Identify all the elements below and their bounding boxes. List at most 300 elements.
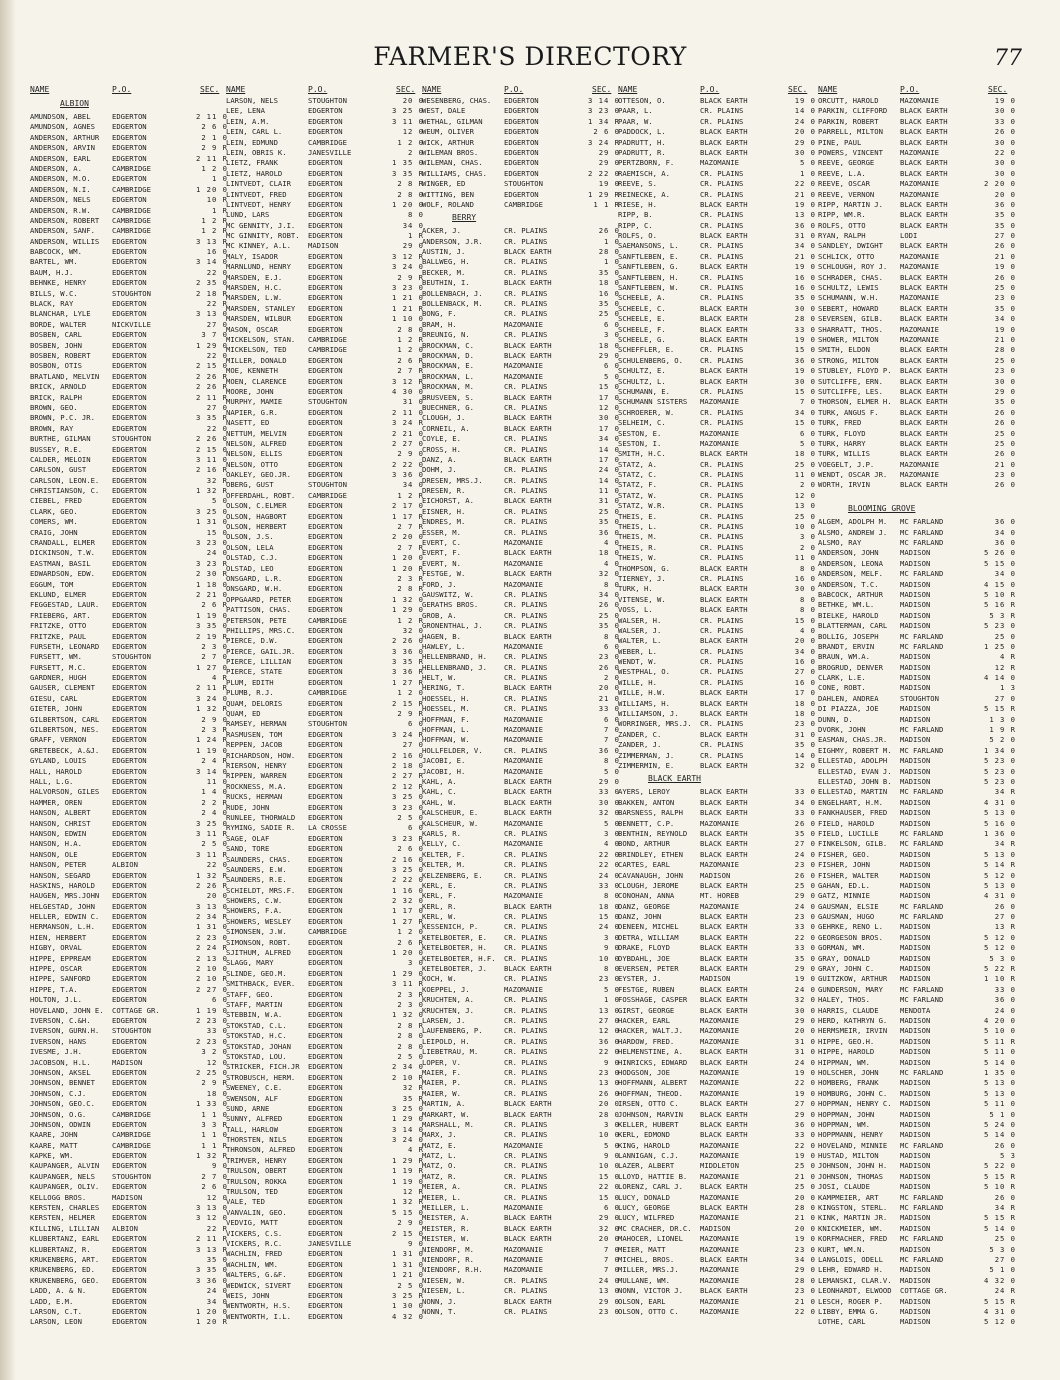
entry-name: GROB, A. bbox=[422, 610, 457, 620]
entry-name: STROBUSCH, HERM. bbox=[226, 1072, 296, 1082]
directory-entry bbox=[818, 449, 1018, 459]
entry-section: 3 35 R bbox=[392, 168, 424, 178]
entry-section: 1 3 0 bbox=[989, 714, 1016, 724]
entry-name: ELLESTAD, ADOLPH bbox=[818, 756, 888, 766]
entry-section: 3 0 bbox=[604, 330, 620, 340]
directory-entry bbox=[818, 470, 1018, 480]
entry-name: SLINDE, GEO.M. bbox=[226, 968, 287, 978]
entry-section: 1 0 bbox=[604, 995, 620, 1005]
entry-section: 34 0 bbox=[402, 480, 424, 490]
entry-section: 5 0 bbox=[604, 818, 620, 828]
directory-entry bbox=[226, 979, 426, 989]
entry-name: ALSMO, ANDREW J. bbox=[818, 527, 888, 537]
directory-entry bbox=[818, 538, 1018, 548]
entry-name: BENNETT, C.P. bbox=[618, 818, 675, 828]
entry-post-office: CR. PLAINS bbox=[700, 646, 744, 656]
entry-post-office: EDGERTON bbox=[308, 1124, 343, 1134]
entry-post-office: CR. PLAINS bbox=[504, 912, 548, 922]
entry-name: MAIER, F. bbox=[422, 1067, 461, 1077]
entry-section: 3 25 0 bbox=[392, 106, 424, 116]
entry-post-office: BLACK EARTH bbox=[700, 334, 748, 344]
entry-section: 2 22 0 bbox=[392, 459, 424, 469]
entry-post-office: MAZOMANIE bbox=[700, 1171, 739, 1181]
entry-name: BOSBEN, CARL bbox=[30, 330, 82, 340]
entry-name: SANFTLEBEN, E. bbox=[618, 251, 679, 261]
entry-name: WENDT, W. bbox=[618, 657, 657, 667]
entry-name: RYMING, SADIE R. bbox=[226, 823, 296, 833]
entry-section: 1 9 R bbox=[989, 725, 1016, 735]
entry-section: 7 0 bbox=[604, 735, 620, 745]
entry-name: HANSON, EDWIN bbox=[30, 828, 87, 838]
entry-section: 36 0 bbox=[598, 1036, 620, 1046]
entry-name: EVERT, F. bbox=[422, 548, 461, 558]
entry-post-office: EDGERTON bbox=[308, 1062, 343, 1072]
entry-section: 33 0 bbox=[794, 787, 816, 797]
entry-name: SAND, TORE bbox=[226, 844, 270, 854]
entry-section: 1 2 0 bbox=[397, 927, 424, 937]
entry-post-office: EDGERTON bbox=[112, 1275, 147, 1285]
entry-name: ANDERSON, M.O. bbox=[30, 174, 91, 184]
directory-entry bbox=[422, 226, 622, 236]
entry-post-office: BLACK EARTH bbox=[900, 137, 948, 147]
entry-section: 27 0 bbox=[206, 319, 228, 329]
entry-section: 2 12 R bbox=[392, 781, 424, 791]
directory-entry bbox=[422, 517, 622, 527]
entry-name: GORMAN, WM. bbox=[818, 943, 866, 953]
entry-post-office: EDGERTON bbox=[308, 106, 343, 116]
entry-post-office: EDGERTON bbox=[112, 423, 147, 433]
column-header bbox=[422, 78, 622, 96]
entry-post-office: MADISON bbox=[900, 579, 931, 589]
entry-section: 24 0 bbox=[794, 901, 816, 911]
entry-post-office: CAMBRIDGE bbox=[308, 615, 347, 625]
directory-entry bbox=[30, 143, 230, 153]
entry-name: KAHL, W. bbox=[422, 797, 457, 807]
entry-name: OLSON, HAGBORT bbox=[226, 511, 287, 521]
directory-entry bbox=[226, 1291, 426, 1301]
entry-post-office: EDGERTON bbox=[112, 247, 147, 257]
entry-name: LIEBETRAU, M. bbox=[422, 1047, 479, 1057]
entry-post-office: EDGERTON bbox=[112, 839, 147, 849]
entry-section: 21 0 bbox=[794, 1296, 816, 1306]
entry-post-office: BLACK EARTH bbox=[900, 376, 948, 386]
entry-name: LEMANSKI, CLAR.V. bbox=[818, 1275, 892, 1285]
entry-post-office: EDGERTON bbox=[112, 1286, 147, 1296]
entry-section: 19 0 bbox=[598, 179, 620, 189]
entry-post-office: EDGERTON bbox=[308, 272, 343, 282]
entry-section: 4 0 bbox=[800, 625, 816, 635]
directory-entry bbox=[618, 1245, 818, 1255]
entry-section: 2 15 0 bbox=[196, 361, 228, 371]
entry-name: JOHNSON, GEO.C. bbox=[30, 1099, 95, 1109]
entry-name: LEHR, EDWARD H. bbox=[818, 1265, 883, 1275]
entry-post-office: STOUGHTON bbox=[900, 693, 939, 703]
entry-name: CORNEIL, A. bbox=[422, 423, 470, 433]
entry-name: HOFFMAN, THEOD. bbox=[618, 1088, 683, 1098]
entry-post-office: EDGERTON bbox=[308, 262, 343, 272]
directory-entry bbox=[422, 96, 622, 106]
directory-entry bbox=[818, 943, 1018, 953]
entry-post-office: EDGERTON bbox=[308, 1228, 343, 1238]
entry-post-office: BLACK EARTH bbox=[504, 247, 552, 257]
entry-name: KELTER, M. bbox=[422, 860, 466, 870]
entry-section: 1 18 0 bbox=[196, 579, 228, 589]
entry-name: KRUKENBERG, ED. bbox=[30, 1265, 95, 1275]
entry-name: VOEGELT, J.P. bbox=[818, 459, 875, 469]
entry-post-office: EDGERTON bbox=[112, 777, 147, 786]
entry-post-office: MADISON bbox=[900, 818, 931, 828]
entry-section: 24 0 bbox=[794, 849, 816, 859]
directory-entry bbox=[30, 860, 230, 870]
directory-entry bbox=[818, 460, 1018, 470]
directory-entry bbox=[618, 553, 818, 563]
directory-entry bbox=[618, 273, 818, 283]
entry-name: DVORK, JOHN bbox=[818, 725, 866, 735]
page-number: 77 bbox=[994, 46, 1022, 71]
entry-section: 1 30 0 bbox=[392, 1301, 424, 1311]
directory-entry bbox=[818, 569, 1018, 579]
entry-name: ANDERSON, SANF. bbox=[30, 226, 95, 236]
entry-section: 1 1 R bbox=[593, 199, 620, 209]
entry-post-office: CAMBRIDGE bbox=[308, 490, 347, 500]
directory-entry bbox=[30, 777, 230, 787]
entry-name: MARNLUND, HENRY bbox=[226, 262, 291, 272]
directory-entry bbox=[226, 782, 426, 792]
entry-name: FISHER, GEO. bbox=[818, 849, 870, 859]
directory-entry bbox=[422, 621, 622, 631]
entry-section: 34 0 bbox=[794, 797, 816, 807]
entry-name: ROLFS, O. bbox=[618, 231, 657, 241]
entry-post-office: BLACK EARTH bbox=[504, 808, 552, 818]
entry-post-office: CR. PLAINS bbox=[700, 470, 744, 480]
entry-section: 1 27 R bbox=[392, 677, 424, 687]
entry-name: BOSBEN, ROBERT bbox=[30, 350, 91, 360]
directory-entry bbox=[226, 813, 426, 823]
entry-name: SCHIELDT, MRS.F. bbox=[226, 885, 296, 895]
directory-entry bbox=[818, 325, 1018, 335]
entry-name: VICKERS, R.C. bbox=[226, 1238, 283, 1248]
entry-section: 35 0 bbox=[994, 210, 1016, 220]
entry-section: 30 0 bbox=[794, 584, 816, 594]
directory-entry bbox=[30, 1058, 230, 1068]
entry-name: TURK, HARRY bbox=[818, 438, 866, 448]
entry-section: 26 0 bbox=[598, 600, 620, 610]
entry-name: BIELKE, HAROLD bbox=[818, 610, 879, 620]
entry-name: REINECKE, A. bbox=[618, 189, 670, 199]
directory-entry bbox=[30, 871, 230, 881]
entry-name: HIPPE, HAROLD bbox=[818, 1047, 875, 1057]
directory-entry bbox=[818, 262, 1018, 272]
entry-name: MOEN, CLARENCE bbox=[226, 376, 287, 386]
entry-name: MARSDEN, L.W. bbox=[226, 293, 283, 303]
entry-name: KNICKMEIER, WM. bbox=[818, 1223, 883, 1233]
directory-entry bbox=[30, 808, 230, 818]
directory-entry bbox=[226, 958, 426, 968]
entry-post-office: CR. PLAINS bbox=[504, 1119, 548, 1129]
directory-entry bbox=[226, 636, 426, 646]
entry-section: 3 35 0 bbox=[196, 1265, 228, 1275]
entry-post-office: CR. PLAINS bbox=[504, 1286, 548, 1296]
directory-entry bbox=[818, 439, 1018, 449]
entry-section: 28 0 bbox=[794, 314, 816, 324]
directory-entry bbox=[30, 112, 230, 122]
entry-name: FINKELSON, GILB. bbox=[818, 839, 888, 849]
entry-section: 1 29 0 bbox=[392, 968, 424, 978]
entry-name: BAKKEN, ANTON bbox=[618, 797, 675, 807]
entry-post-office: MC FARLAND bbox=[900, 984, 944, 994]
entry-section: 36 0 bbox=[994, 517, 1016, 527]
entry-name: HIEN, HERBERT bbox=[30, 932, 87, 942]
entry-name: RUDE, JOHN bbox=[226, 802, 270, 812]
entry-post-office: MADISON bbox=[900, 1109, 931, 1119]
entry-name: JOHNSON, THOMAS bbox=[818, 1171, 883, 1181]
entry-name: MARSHALL, M. bbox=[422, 1119, 474, 1129]
entry-name: TURK, WILLIS bbox=[818, 449, 870, 459]
entry-post-office: STOUGHTON bbox=[308, 96, 347, 105]
entry-section: 25 0 bbox=[794, 880, 816, 890]
entry-section: 4 14 0 bbox=[984, 673, 1016, 683]
entry-name: ANDERSON, T.C. bbox=[818, 579, 879, 589]
entry-section: 3 14 0 bbox=[196, 766, 228, 776]
entry-section: 24 0 bbox=[598, 922, 620, 932]
entry-section: 3 11 0 bbox=[392, 116, 424, 126]
entry-section: 17 0 bbox=[598, 392, 620, 402]
entry-section: 16 0 bbox=[598, 288, 620, 298]
entry-section: 2 11 R bbox=[196, 392, 228, 402]
directory-entry bbox=[618, 501, 818, 511]
entry-name: SCHULTZ, L. bbox=[618, 376, 666, 386]
entry-post-office: CR. PLAINS bbox=[504, 382, 548, 392]
entry-section: 33 0 bbox=[994, 116, 1016, 126]
directory-entry bbox=[30, 663, 230, 673]
entry-section: 2 22 0 bbox=[392, 875, 424, 885]
entry-name: HERMANSON, L.H. bbox=[30, 922, 95, 932]
entry-post-office: EDGERTON bbox=[112, 631, 147, 641]
entry-post-office: MAZOMANIE bbox=[700, 1015, 739, 1025]
entry-post-office: EDGERTON bbox=[112, 1119, 147, 1129]
entry-post-office: CR. PLAINS bbox=[504, 943, 548, 953]
entry-section: 1 20 R bbox=[196, 1317, 228, 1327]
entry-post-office: EDGERTON bbox=[308, 1311, 343, 1321]
directory-entry bbox=[422, 1182, 622, 1192]
directory-entry bbox=[818, 528, 1018, 538]
directory-entry bbox=[818, 1099, 1018, 1109]
entry-section: 20 0 bbox=[794, 1026, 816, 1036]
entry-section: 20 0 bbox=[598, 683, 620, 693]
entry-post-office: BLACK EARTH bbox=[900, 428, 948, 438]
entry-post-office: EDGERTON bbox=[112, 1182, 147, 1192]
entry-post-office: EDGERTON bbox=[308, 1218, 343, 1228]
directory-entry bbox=[818, 1317, 1018, 1327]
directory-entry bbox=[30, 735, 230, 745]
entry-post-office: EDGERTON bbox=[308, 366, 343, 376]
directory-entry bbox=[30, 361, 230, 371]
entry-name: PINE, PAUL bbox=[818, 137, 862, 147]
directory-entry bbox=[226, 938, 426, 948]
entry-name: OPPGAARD, PETER bbox=[226, 594, 291, 604]
entry-name: SHOWERS, C.W. bbox=[226, 896, 283, 906]
entry-section: 25 0 bbox=[794, 459, 816, 469]
entry-post-office: BLACK EARTH bbox=[504, 1234, 552, 1244]
entry-section: 32 0 bbox=[794, 995, 816, 1005]
entry-post-office: ALBION bbox=[112, 860, 138, 870]
directory-entry bbox=[618, 595, 818, 605]
directory-entry bbox=[422, 600, 622, 610]
entry-post-office: CAMBRIDGE bbox=[112, 226, 151, 236]
entry-section: 32 0 bbox=[598, 569, 620, 579]
directory-entry bbox=[226, 719, 426, 729]
entry-name: MOE, KENNETH bbox=[226, 366, 278, 376]
entry-post-office: BLACK EARTH bbox=[900, 220, 948, 230]
entry-name: ANDERSON, J.R. bbox=[422, 236, 483, 246]
entry-name: ENGELHART, H.M. bbox=[818, 797, 883, 807]
directory-entry bbox=[818, 683, 1018, 693]
entry-post-office: EDGERTON bbox=[112, 787, 147, 797]
entry-section: 1 32 R bbox=[196, 870, 228, 880]
entry-section: 3 23 0 bbox=[392, 283, 424, 293]
entry-post-office: EDGERTON bbox=[308, 1083, 343, 1093]
entry-section: 2 8 R bbox=[397, 584, 424, 594]
entry-name: BETHKE, WM.L. bbox=[818, 600, 875, 610]
entry-name: SCHEELE, G. bbox=[618, 334, 666, 344]
directory-entry bbox=[618, 366, 818, 376]
entry-name: GAUSWITZ, W. bbox=[422, 589, 474, 599]
entry-name: PARKIN, ROBERT bbox=[818, 116, 879, 126]
directory-entry bbox=[618, 356, 818, 366]
entry-post-office: MC FARLAND bbox=[900, 1234, 944, 1244]
entry-section: 34 0 bbox=[994, 527, 1016, 537]
directory-entry bbox=[30, 1099, 230, 1109]
entry-name: KOCH, W. bbox=[422, 974, 457, 984]
entry-post-office: CAMBRIDGE bbox=[112, 1140, 151, 1150]
directory-entry bbox=[818, 746, 1018, 756]
entry-post-office: BLACK EARTH bbox=[700, 137, 748, 147]
directory-entry bbox=[226, 1010, 426, 1020]
directory-entry bbox=[30, 974, 230, 984]
entry-name: OLSTAD, LEO bbox=[226, 563, 274, 573]
entry-name: SUNNY, ALFRED bbox=[226, 1114, 283, 1124]
entry-post-office: MADISON bbox=[308, 241, 339, 251]
entry-post-office: BLACK EARTH bbox=[700, 584, 748, 594]
directory-entry bbox=[422, 704, 622, 714]
entry-name: CONE, ROBT. bbox=[818, 683, 866, 693]
entry-name: SESTON, E. bbox=[618, 428, 662, 438]
entry-section: 32 R bbox=[206, 475, 228, 485]
entry-post-office: BLACK EARTH bbox=[700, 324, 748, 334]
directory-entry bbox=[618, 1276, 818, 1286]
entry-name: FRITZKE, PAUL bbox=[30, 631, 87, 641]
entry-name: EDWARDSON, EDW. bbox=[30, 569, 95, 579]
entry-post-office: EDGERTON bbox=[112, 143, 147, 153]
entry-post-office: CR. PLAINS bbox=[504, 402, 548, 412]
entry-name: HOFFMAN, W. bbox=[422, 735, 470, 745]
entry-section: 10 R bbox=[206, 195, 228, 205]
directory-entry bbox=[818, 808, 1018, 818]
entry-section: 26 0 bbox=[994, 449, 1016, 459]
directory-entry bbox=[422, 995, 622, 1005]
entry-post-office: MADISON bbox=[900, 683, 931, 693]
entry-section: 35 0 bbox=[994, 397, 1016, 407]
entry-section: 31 0 bbox=[794, 1047, 816, 1057]
directory-entry bbox=[818, 756, 1018, 766]
directory-entry bbox=[618, 158, 818, 168]
entry-name: ANDERSON, ARVIN bbox=[30, 143, 95, 153]
entry-post-office: EDGERTON bbox=[308, 833, 343, 843]
entry-post-office: CR. PLAINS bbox=[504, 1078, 548, 1088]
entry-section: 5 15 R bbox=[984, 1213, 1016, 1223]
directory-entry bbox=[226, 252, 426, 262]
entry-section: 13 0 bbox=[598, 1078, 620, 1088]
directory-entry bbox=[618, 1172, 818, 1182]
entry-name: LARSON, LEON bbox=[30, 1317, 82, 1327]
directory-entry bbox=[30, 299, 230, 309]
entry-post-office: MC FARLAND bbox=[900, 527, 944, 537]
entry-post-office: MC FARLAND bbox=[900, 912, 944, 922]
entry-section: 5 0 bbox=[212, 496, 228, 506]
entry-section: 20 0 bbox=[794, 127, 816, 137]
entry-name: SCHUMANN, E. bbox=[618, 386, 670, 396]
directory-entry bbox=[422, 1276, 622, 1286]
entry-section: 27 0 bbox=[794, 839, 816, 849]
entry-section: 9 0 bbox=[604, 1057, 620, 1067]
entry-name: GRAY, JOHN C. bbox=[818, 964, 875, 974]
entry-name: JOSI, CLAUDE bbox=[818, 1182, 870, 1192]
entry-post-office: BLACK EARTH bbox=[504, 1223, 552, 1233]
entry-section: 2 23 0 bbox=[196, 1015, 228, 1025]
entry-name: JOHNSON, BENNET bbox=[30, 1078, 95, 1088]
entry-post-office: CR. PLAINS bbox=[504, 652, 548, 662]
entry-post-office: EDGERTON bbox=[112, 1015, 147, 1025]
entry-post-office: CAMBRIDGE bbox=[112, 205, 151, 215]
directory-entry bbox=[422, 455, 622, 465]
entry-name: VITENSE, W. bbox=[618, 594, 666, 604]
entry-section: 18 0 bbox=[794, 449, 816, 459]
entry-post-office: EDGERTON bbox=[308, 864, 343, 874]
entry-post-office: EDGERTON bbox=[308, 698, 343, 708]
entry-name: CLARK, L.E. bbox=[818, 673, 866, 683]
entry-section: 35 0 bbox=[994, 303, 1016, 313]
entry-post-office: EDGERTON bbox=[308, 750, 343, 760]
directory-entry bbox=[30, 881, 230, 891]
directory-entry bbox=[30, 434, 230, 444]
entry-name: TRULSON, OBERT bbox=[226, 1166, 287, 1176]
entry-section: 5 23 0 bbox=[984, 621, 1016, 631]
entry-name: JOHNSON, ODWIN bbox=[30, 1119, 91, 1129]
entry-section: 27 0 bbox=[994, 1254, 1016, 1264]
entry-post-office: EDGERTON bbox=[308, 532, 343, 542]
entry-section: 2 13 0 bbox=[196, 953, 228, 963]
directory-entry bbox=[422, 912, 622, 922]
entry-section: 2 7 R bbox=[397, 542, 424, 552]
entry-post-office: CR. PLAINS bbox=[700, 283, 744, 293]
entry-section: 2 3 R bbox=[201, 725, 228, 735]
entry-section: 22 0 bbox=[206, 860, 228, 870]
entry-post-office: BLACK EARTH bbox=[700, 127, 748, 137]
entry-name: BROCKMAN, M. bbox=[422, 382, 474, 392]
entry-name: SCHROERER, W. bbox=[618, 407, 675, 417]
entry-name: STAFF, MARTIN bbox=[226, 999, 283, 1009]
entry-post-office: CR. PLAINS bbox=[504, 1015, 548, 1025]
entry-name: VOSS, L. bbox=[618, 605, 653, 615]
entry-section: 28 0 bbox=[598, 1109, 620, 1119]
entry-name: HIPPMAN, WM. bbox=[818, 1057, 870, 1067]
entry-name: BAUM, H.J. bbox=[30, 267, 74, 277]
entry-post-office: EDGERTON bbox=[308, 1145, 343, 1155]
entry-name: PATTISON, CHAS. bbox=[226, 605, 291, 615]
entry-section: 1 2 0 bbox=[397, 345, 424, 355]
entry-name: HOPPMAN, HENRY C. bbox=[818, 1099, 892, 1109]
entry-section: 23 0 bbox=[598, 1067, 620, 1077]
